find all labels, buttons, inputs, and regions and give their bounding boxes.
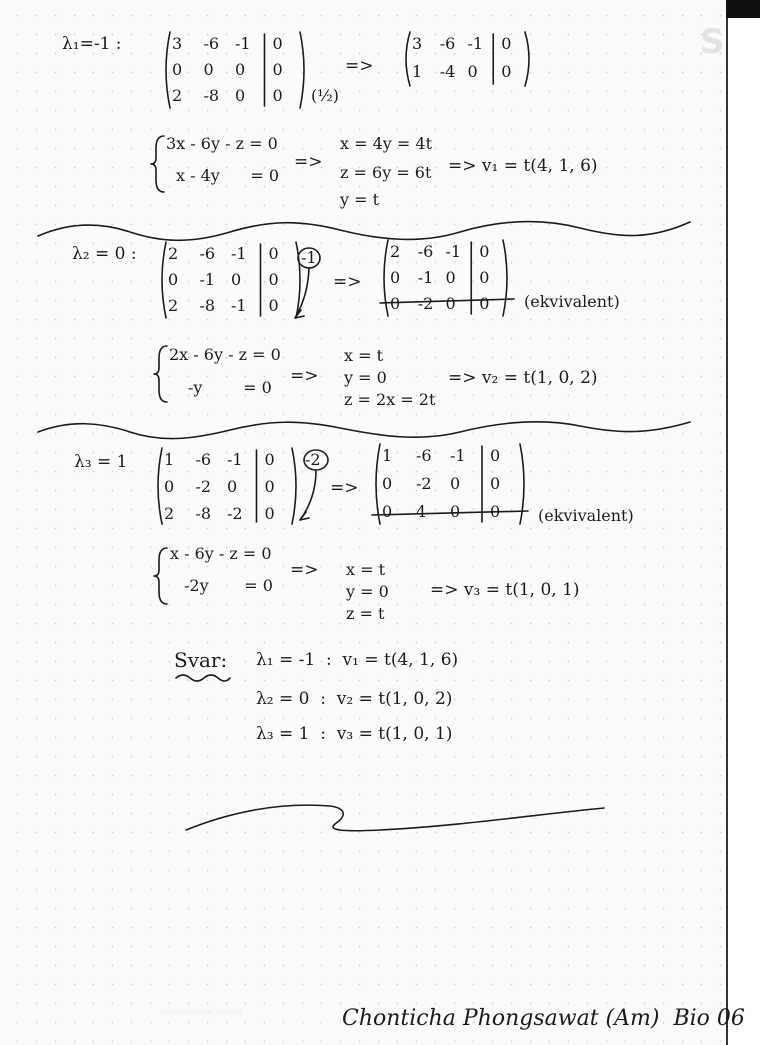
matrix-cell: -1 (231, 244, 247, 263)
matrix-2 (156, 240, 306, 320)
row-op-3: -2 (305, 450, 321, 469)
eigenvector-2: => v₂ = t(1, 0, 2) (448, 368, 598, 388)
matrix-cell: -6 (195, 450, 212, 469)
matrix-cell: 0 (231, 270, 242, 289)
answer-underline (174, 672, 234, 684)
arrow-2b: => (290, 366, 319, 386)
matrix-cell: -8 (203, 86, 220, 105)
matrix-cell: 0 (382, 502, 393, 521)
matrix-cell: 2 (390, 242, 401, 261)
matrix-cell: 0 (264, 504, 275, 523)
solution2-line2: y = 0 (344, 368, 387, 387)
matrix-cell: 4 (416, 502, 427, 521)
matrix-cell: -2 (416, 474, 432, 493)
solution3-line2: y = 0 (346, 582, 389, 601)
matrix-3 (152, 446, 302, 526)
matrix-cell: 0 (268, 270, 279, 289)
matrix-cell: 0 (501, 34, 512, 53)
solution1-line1: x = 4y = 4t (340, 134, 433, 153)
answer-label: Svar: (174, 648, 228, 672)
lambda3-label: λ₃ = 1 (74, 452, 128, 472)
matrix-cell: -1 (417, 268, 434, 287)
matrix-cell: 0 (479, 242, 490, 261)
answer-line-3: λ₃ = 1 : v₃ = t(1, 0, 1) (256, 724, 453, 744)
lambda1-label: λ₁=-1 : (62, 34, 122, 54)
matrix-cell: -1 (231, 296, 247, 315)
arrow-3: => (330, 478, 359, 498)
matrix-cell: -1 (467, 34, 484, 53)
solution1-line3: y = t (340, 190, 380, 209)
matrix-cell: 2 (164, 504, 175, 523)
equivalent-note-2: (ekvivalent) (524, 292, 620, 311)
matrix-cell: 0 (450, 474, 461, 493)
strike-row-2 (378, 296, 518, 308)
matrix-cell: 0 (490, 502, 501, 521)
matrix-cell: 0 (501, 62, 512, 81)
eigenvector-3: => v₃ = t(1, 0, 1) (430, 580, 580, 600)
matrix-cell: -8 (195, 504, 212, 523)
answer-line-1: λ₁ = -1 : v₁ = t(4, 1, 6) (256, 650, 459, 670)
matrix-cell: 2 (172, 86, 183, 105)
lambda2-label: λ₂ = 0 : (72, 244, 137, 264)
matrix-cell: -2 (417, 294, 434, 313)
system3-line2: -2y = 0 (184, 576, 273, 595)
matrix-cell: 0 (390, 294, 401, 313)
matrix-cell: -8 (199, 296, 216, 315)
solution3-line1: x = t (346, 560, 386, 579)
matrix-cell: 1 (164, 450, 175, 469)
matrix-cell: 0 (445, 294, 456, 313)
solution1-line2: z = 6y = 6t (340, 163, 432, 182)
matrix-cell: 0 (450, 502, 461, 521)
matrix-cell: 0 (272, 34, 283, 53)
matrix-cell: -1 (227, 450, 243, 469)
answer-line-2: λ₂ = 0 : v₂ = t(1, 0, 2) (256, 689, 453, 709)
solution2-line3: z = 2x = 2t (344, 390, 436, 409)
matrix-cell: 0 (382, 474, 393, 493)
matrix-cell: 0 (479, 268, 490, 287)
paper-watermark: Studentblocket Sverige (160, 1008, 242, 1016)
matrix-cell: -6 (416, 446, 432, 465)
matrix-cell: 0 (268, 296, 279, 315)
matrix-cell: -6 (199, 244, 216, 263)
matrix-cell: 0 (164, 477, 175, 496)
matrix-cell: 0 (490, 474, 501, 493)
arrow-1b: => (294, 152, 323, 172)
system2-line1: 2x - 6y - z = 0 (169, 345, 281, 364)
matrix-cell: 2 (168, 244, 179, 263)
matrix-cell: 0 (235, 60, 246, 79)
author-signature: Chonticha Phongsawat (Am) Bio 06 (342, 1006, 745, 1031)
matrix-cell: 1 (412, 62, 423, 81)
matrix-cell: -1 (445, 242, 462, 261)
solution2-line1: x = t (344, 346, 384, 365)
row-op-1: (½) (311, 86, 339, 105)
matrix-cell: 1 (382, 446, 393, 465)
arrow-3b: => (290, 560, 319, 580)
matrix-cell: 3 (412, 34, 423, 53)
system1-line2: x - 4y = 0 (176, 166, 280, 185)
matrix-cell: 0 (264, 450, 275, 469)
matrix-cell: -6 (417, 242, 434, 261)
matrix-cell: 0 (172, 60, 183, 79)
matrix-cell: 0 (264, 477, 275, 496)
matrix-cell: 0 (227, 477, 238, 496)
matrix-cell: -2 (195, 477, 212, 496)
arrow-2: => (333, 272, 362, 292)
matrix-cell: 2 (168, 296, 179, 315)
matrix-cell: 0 (272, 60, 283, 79)
matrix-cell: 0 (467, 62, 478, 81)
equivalent-note-3: (ekvivalent) (538, 506, 634, 525)
matrix-cell: -2 (227, 504, 243, 523)
solution3-line3: z = t (346, 604, 385, 623)
matrix-cell: 0 (272, 86, 283, 105)
matrix-cell: -1 (235, 34, 251, 53)
corner-letter: S (700, 22, 725, 62)
matrix-cell: 0 (203, 60, 214, 79)
matrix-cell: 0 (390, 268, 401, 287)
matrix-cell: -4 (439, 62, 456, 81)
system3-line1: x - 6y - z = 0 (170, 544, 272, 563)
system1-line1: 3x - 6y - z = 0 (166, 134, 278, 153)
matrix-cell: -1 (199, 270, 216, 289)
matrix-cell: 0 (479, 294, 490, 313)
matrix-cell: 0 (268, 244, 279, 263)
strike-row-3 (370, 505, 530, 519)
matrix-cell: -6 (439, 34, 456, 53)
matrix-cell: -6 (203, 34, 220, 53)
row-op-2: -1 (301, 248, 317, 267)
matrix-cell: 0 (235, 86, 246, 105)
eigenvector-1: => v₁ = t(4, 1, 6) (448, 156, 598, 176)
arrow-1: => (345, 56, 374, 76)
matrix-cell: 0 (445, 268, 456, 287)
matrix-cell: 0 (168, 270, 179, 289)
matrix-cell: 0 (490, 446, 501, 465)
system2-line2: -y = 0 (188, 378, 272, 397)
matrix-cell: 3 (172, 34, 183, 53)
matrix-cell: -1 (450, 446, 466, 465)
